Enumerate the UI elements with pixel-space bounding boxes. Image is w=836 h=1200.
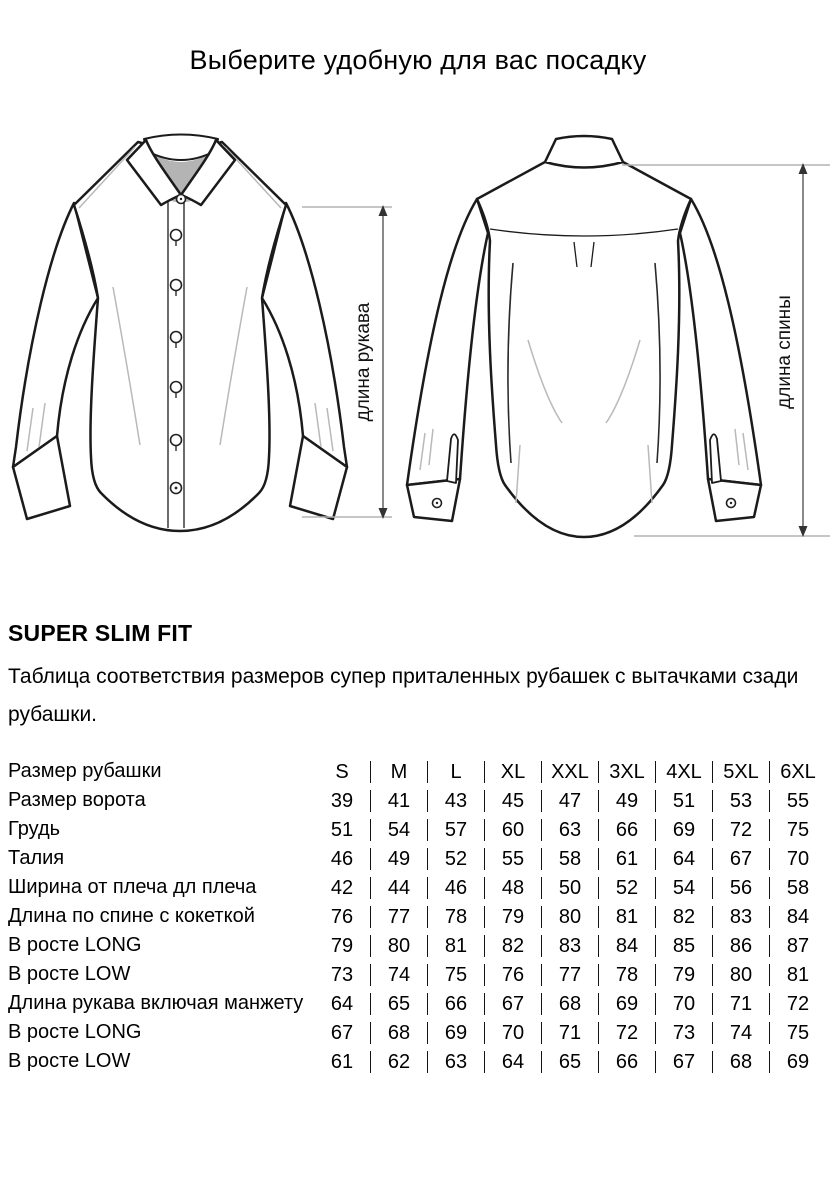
size-value-cell: 55 [484,844,541,873]
size-column-header: M [370,757,427,786]
size-value-cell: 69 [427,1018,484,1047]
size-table-row-label: Ширина от плеча дл плеча [8,876,257,898]
size-value-cell: 69 [769,1047,826,1076]
size-value-cell: 79 [655,960,712,989]
size-column-header: S [335,760,349,783]
size-value-cell: 39 [330,789,354,812]
size-table [8,757,826,1076]
size-value-cell: 63 [541,815,598,844]
size-table-row [8,1047,826,1076]
sleeve-length-label: длина рукава [353,302,374,422]
size-value-cell: 81 [769,960,826,989]
size-value-cell: 46 [427,873,484,902]
size-value-cell: 42 [330,876,354,899]
shirt-back-illustration [407,136,761,537]
size-value-cell: 58 [769,873,826,902]
size-value-cell: 79 [330,934,354,957]
size-value-cell: 70 [769,844,826,873]
size-value-cell: 78 [427,902,484,931]
size-table-row-label: В росте LONG [8,1021,142,1043]
size-value-cell: 83 [541,931,598,960]
size-value-cell: 74 [370,960,427,989]
size-table-row [8,873,826,902]
size-value-cell: 51 [655,786,712,815]
size-value-cell: 68 [370,1018,427,1047]
shirt-front-illustration [13,135,347,532]
size-value-cell: 56 [712,873,769,902]
size-value-cell: 71 [712,989,769,1018]
size-value-cell: 52 [598,873,655,902]
size-value-cell: 83 [712,902,769,931]
size-value-cell: 67 [330,1021,354,1044]
size-value-cell: 66 [427,989,484,1018]
size-value-cell: 82 [484,931,541,960]
fit-description: Таблица соответствия размеров супер приталенных рубашек с вытачками сзади рубашки. [8,665,799,726]
size-table-row-label: Размер рубашки [8,760,162,782]
size-table-row-label: В росте LONG [8,934,142,956]
size-table-row [8,844,826,873]
back-length-label: длина спины [774,295,795,409]
size-value-cell: 70 [655,989,712,1018]
size-value-cell: 58 [541,844,598,873]
size-value-cell: 46 [330,847,354,870]
size-table-row-label: Грудь [8,818,61,840]
size-value-cell: 48 [484,873,541,902]
size-value-cell: 77 [370,902,427,931]
size-value-cell: 66 [598,1047,655,1076]
size-value-cell: 71 [541,1018,598,1047]
size-value-cell: 81 [598,902,655,931]
size-value-cell: 81 [427,931,484,960]
size-value-cell: 76 [484,960,541,989]
size-value-cell: 74 [712,1018,769,1047]
size-value-cell: 68 [712,1047,769,1076]
size-column-header: L [427,757,484,786]
size-value-cell: 54 [655,873,712,902]
size-table-row [8,931,826,960]
size-value-cell: 64 [655,844,712,873]
size-value-cell: 80 [541,902,598,931]
size-value-cell: 72 [769,989,826,1018]
size-column-header: 6XL [769,757,826,786]
size-value-cell: 64 [484,1047,541,1076]
size-value-cell: 53 [712,786,769,815]
size-table-row [8,786,826,815]
size-table-row [8,960,826,989]
size-value-cell: 67 [484,989,541,1018]
size-value-cell: 75 [427,960,484,989]
size-value-cell: 55 [769,786,826,815]
size-value-cell: 78 [598,960,655,989]
size-value-cell: 69 [655,815,712,844]
size-table-row-label: Длина по спине с кокеткой [8,905,255,927]
size-column-header: 5XL [712,757,769,786]
size-table-row-label: Талия [8,847,65,869]
size-value-cell: 84 [769,902,826,931]
size-value-cell: 86 [712,931,769,960]
size-table-row-label: Размер ворота [8,789,146,811]
size-value-cell: 63 [427,1047,484,1076]
size-table-row [8,989,826,1018]
fit-heading: SUPER SLIM FIT [8,620,193,646]
size-value-cell: 57 [427,815,484,844]
size-table-row-label: В росте LOW [8,963,131,985]
size-column-header: XL [484,757,541,786]
size-value-cell: 87 [769,931,826,960]
size-value-cell: 67 [712,844,769,873]
size-value-cell: 61 [330,1050,354,1073]
size-value-cell: 64 [330,992,354,1015]
size-column-header: 4XL [655,757,712,786]
size-value-cell: 84 [598,931,655,960]
size-value-cell: 77 [541,960,598,989]
size-value-cell: 72 [598,1018,655,1047]
size-value-cell: 52 [427,844,484,873]
size-value-cell: 76 [330,905,354,928]
size-table-row [8,1018,826,1047]
size-table-row [8,902,826,931]
shirt-size-diagram [0,115,836,585]
size-value-cell: 80 [712,960,769,989]
size-value-cell: 47 [541,786,598,815]
size-table-row [8,815,826,844]
size-value-cell: 67 [655,1047,712,1076]
size-value-cell: 61 [598,844,655,873]
size-value-cell: 79 [484,902,541,931]
size-value-cell: 43 [427,786,484,815]
size-value-cell: 69 [598,989,655,1018]
size-value-cell: 65 [370,989,427,1018]
size-value-cell: 66 [598,815,655,844]
size-value-cell: 49 [370,844,427,873]
size-value-cell: 51 [330,818,354,841]
size-value-cell: 73 [655,1018,712,1047]
size-value-cell: 72 [712,815,769,844]
size-value-cell: 44 [370,873,427,902]
size-value-cell: 50 [541,873,598,902]
size-value-cell: 75 [769,1018,826,1047]
size-value-cell: 82 [655,902,712,931]
page-title: Выберите удобную для вас посадку [189,45,647,75]
size-table-row-label: В росте LOW [8,1050,131,1072]
size-value-cell: 75 [769,815,826,844]
size-value-cell: 70 [484,1018,541,1047]
size-value-cell: 68 [541,989,598,1018]
size-value-cell: 54 [370,815,427,844]
size-table-body [8,757,826,1076]
size-column-header: 3XL [598,757,655,786]
size-table-row-label: Длина рукава включая манжету [8,992,304,1014]
size-value-cell: 85 [655,931,712,960]
size-value-cell: 73 [330,963,354,986]
size-value-cell: 60 [484,815,541,844]
size-table-header-row [8,757,826,786]
size-value-cell: 62 [370,1047,427,1076]
size-value-cell: 65 [541,1047,598,1076]
size-value-cell: 41 [370,786,427,815]
size-value-cell: 49 [598,786,655,815]
size-value-cell: 45 [484,786,541,815]
size-column-header: XXL [541,757,598,786]
size-value-cell: 80 [370,931,427,960]
